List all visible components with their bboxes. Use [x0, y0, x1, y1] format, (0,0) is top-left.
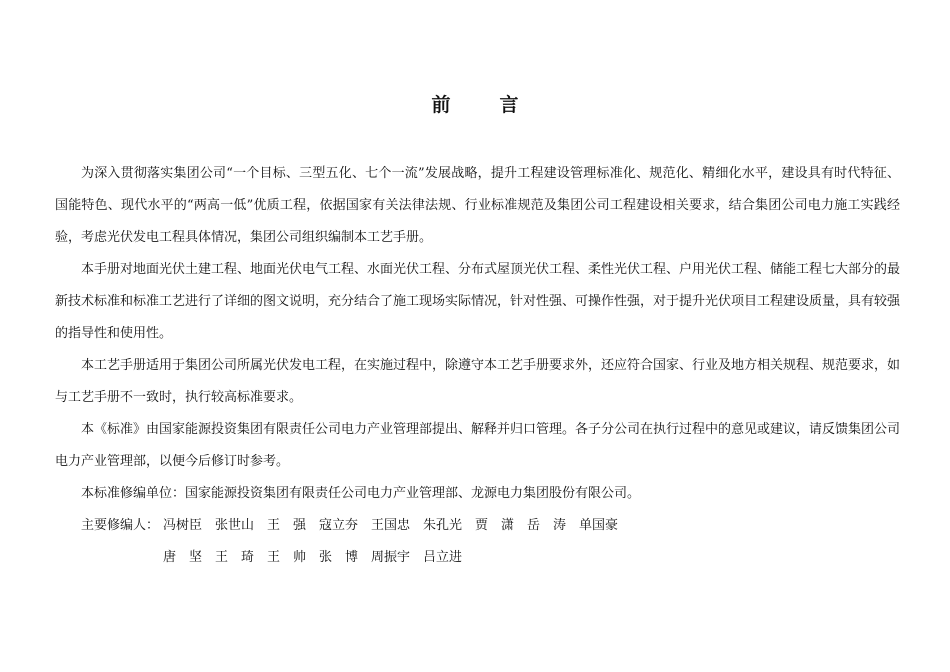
paragraph-2: 本手册对地面光伏土建工程、地面光伏电气工程、水面光伏工程、分布式屋顶光伏工程、柔性光伏工程、户用光伏工程、储能工程七大部分的最新技术标准和标准工艺进行了详细的图文说明，充分结合了施工现场实际情况，针对性强、可操作性强，对于提升光伏项目工程建设质量，具有较强的指导性和使用性。	[55, 262, 901, 341]
page-title: 前 言	[431, 94, 534, 116]
editors-row-2	[55, 542, 900, 574]
paragraph-3: 本工艺手册适用于集团公司所属光伏发电工程，在实施过程中，除遵守本工艺手册要求外，还应符合国家、行业及地方相关规程、规范要求，如与工艺手册不一致时，执行较高标准要求。	[55, 358, 901, 405]
editors-label: 主要修编人：	[81, 518, 160, 533]
editors-row-1	[55, 510, 900, 542]
editing-unit-line: 本标准修编单位：国家能源投资集团有限责任公司电力产业管理部、龙源电力集团股份有限公司。	[81, 486, 641, 501]
editors-list-1: 冯树臣 张世山 王 强 寇立夯 王国忠 朱孔光 贾 潇 岳 涛 单国豪	[163, 518, 619, 533]
paragraph-4: 本《标准》由国家能源投资集团有限责任公司电力产业管理部提出、解释并归口管理。各子分公司在执行过程中的意见或建议，请反馈集团公司电力产业管理部，以便今后修订时参考。	[55, 422, 901, 469]
paragraph-1: 为深入贯彻落实集团公司“一个目标、三型五化、七个一流”发展战略，提升工程建设管理标准化、规范化、精细化水平，建设具有时代特征、国能特色、现代水平的“两高一低”优质工程，依据国家有关法律法规、行业标准规范及集团公司工程建设相关要求，结合集团公司电力施工实践经验，考虑光伏发电工程具体情况，集团公司组织编制本工艺手册。	[55, 166, 900, 245]
editors-list-2: 唐 坚 王 琦 王 帅 张 博 周振宇 吕立进	[163, 550, 463, 565]
body-text	[55, 158, 900, 574]
